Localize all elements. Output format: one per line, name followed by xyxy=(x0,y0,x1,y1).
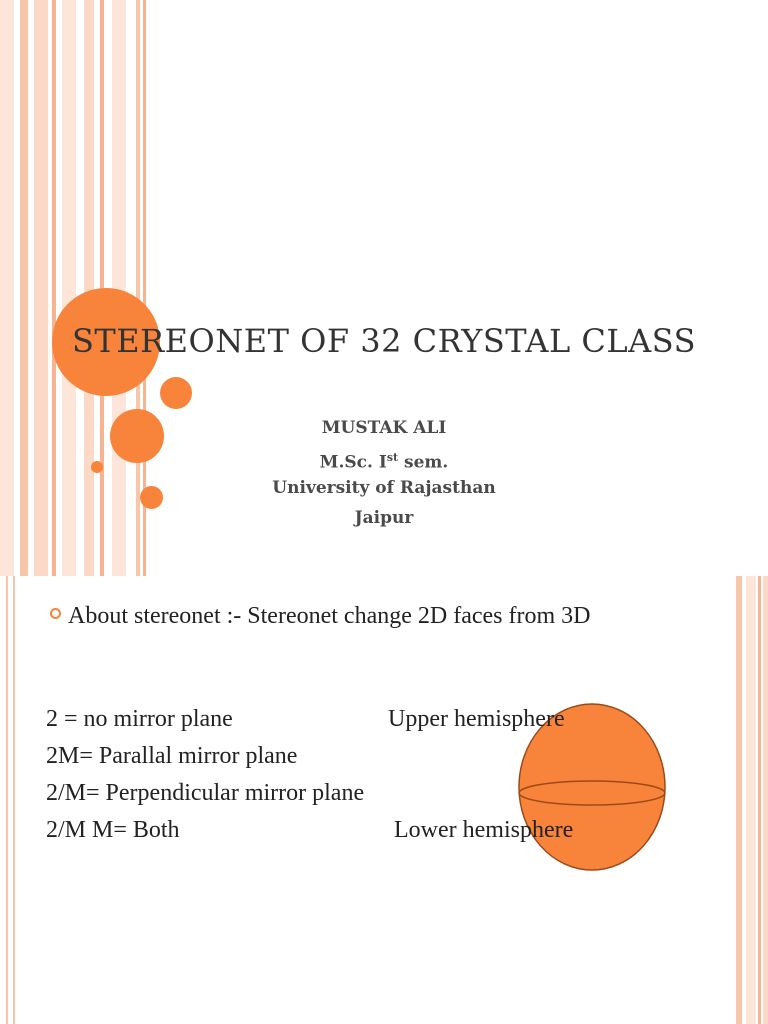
bullet-icon xyxy=(50,608,61,619)
upper-hemisphere-label: Upper hemisphere xyxy=(388,706,565,732)
decor-circle xyxy=(160,377,192,409)
decor-stripe xyxy=(736,576,742,1024)
lower-hemisphere-label: Lower hemisphere xyxy=(394,817,574,843)
decor-stripe xyxy=(746,576,756,1024)
city-line: Jaipur xyxy=(354,508,414,528)
line-parallel-mirror: 2M= Parallal mirror plane xyxy=(46,743,298,769)
decor-stripe xyxy=(6,576,8,1024)
line-both: 2/M M= Both xyxy=(46,817,180,843)
university-line: University of Rajasthan xyxy=(272,478,496,498)
author-name: MUSTAK ALI xyxy=(321,418,447,438)
decor-stripe xyxy=(763,576,768,1024)
content-slide xyxy=(0,576,768,1024)
degree-line: M.Sc. Ist sem. xyxy=(319,451,449,473)
line-no-mirror: 2 = no mirror plane xyxy=(46,706,233,732)
decor-stripe xyxy=(758,576,761,1024)
decor-stripe xyxy=(13,576,15,1024)
bullet-text: About stereonet :- Stereonet change 2D faces from 3D xyxy=(68,603,591,629)
slide-title: STEREONET OF 32 CRYSTAL CLASS xyxy=(71,322,697,360)
author-block xyxy=(0,413,768,533)
line-perpendicular-mirror: 2/M= Perpendicular mirror plane xyxy=(46,780,365,806)
